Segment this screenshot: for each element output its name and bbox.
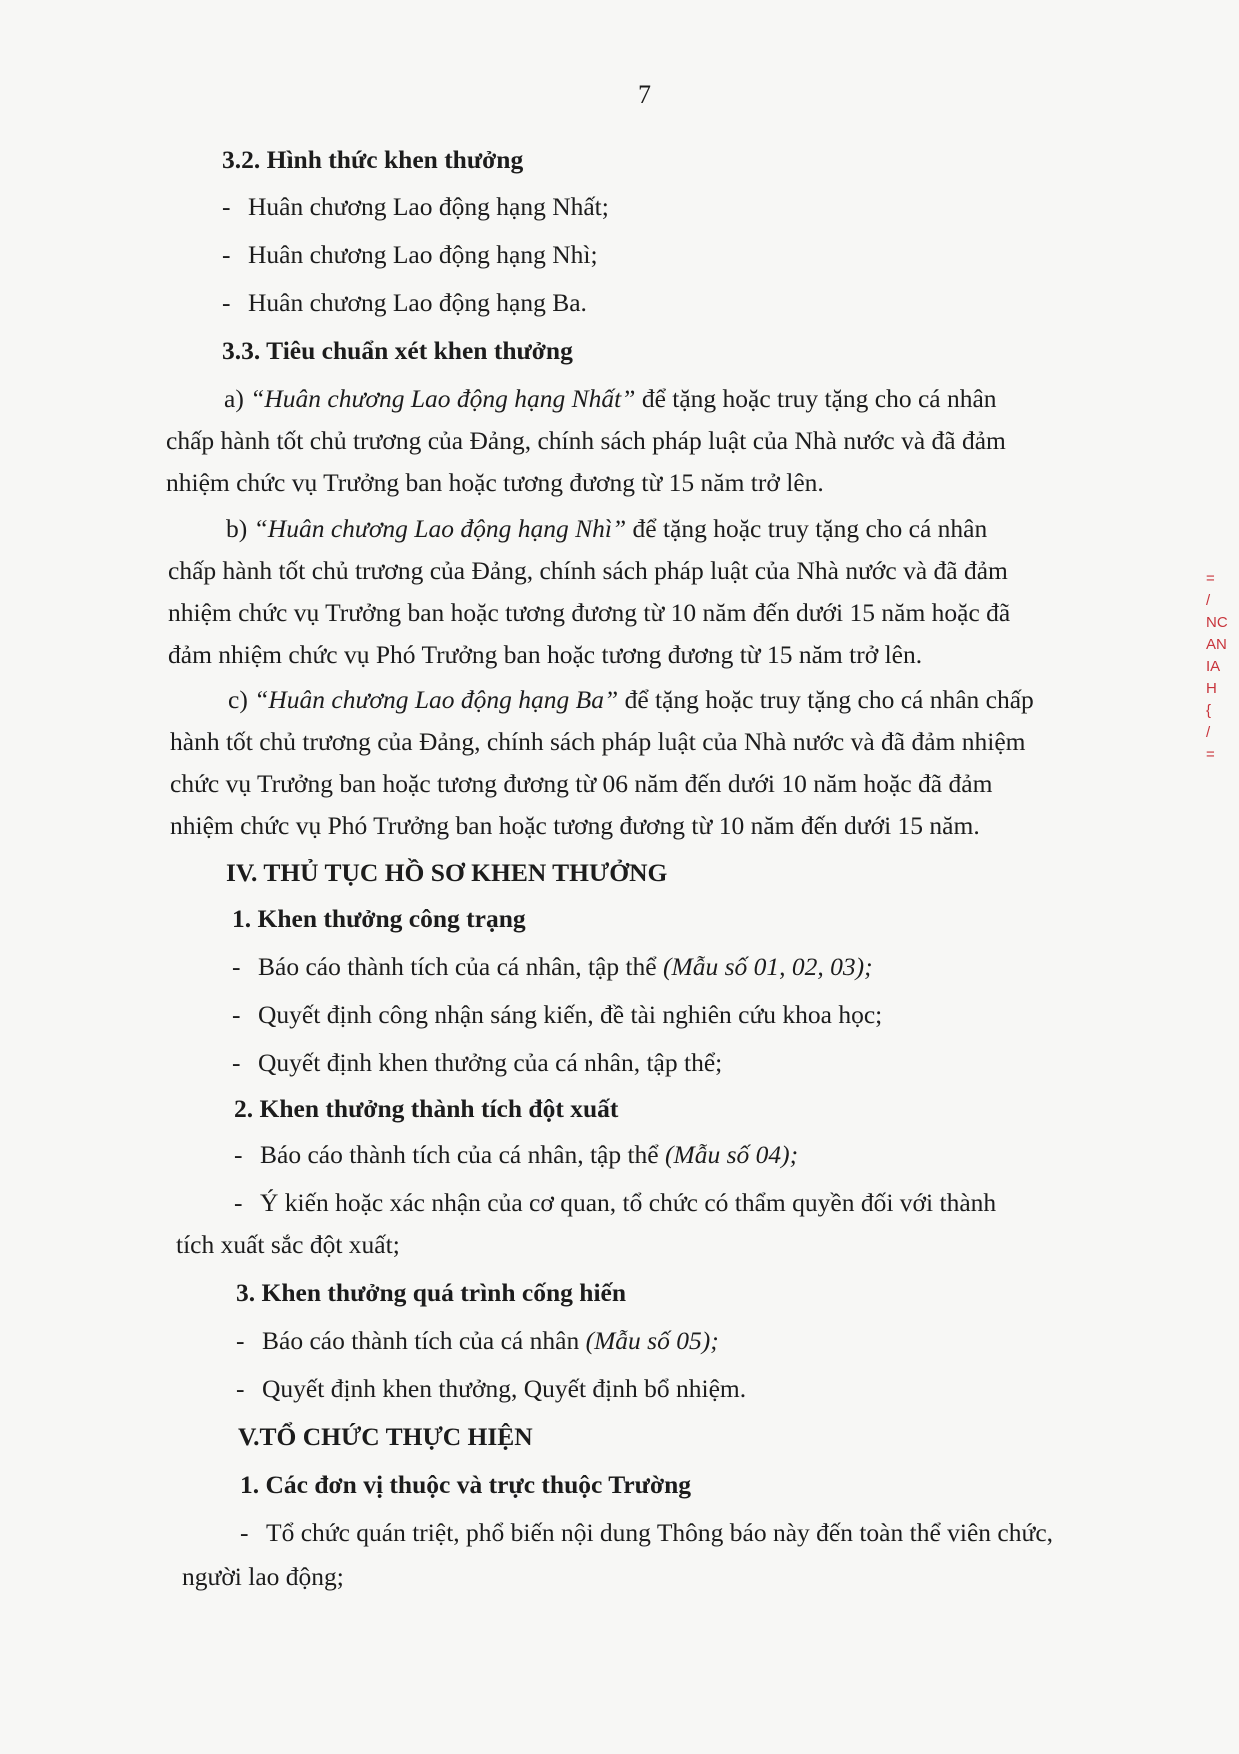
stamp-fragment: / <box>1206 592 1211 609</box>
page-number: 7 <box>638 80 651 109</box>
list-item: - Huân chương Lao động hạng Nhất; <box>222 192 609 221</box>
section-3-3-heading: 3.3. Tiêu chuẩn xét khen thưởng <box>222 336 573 365</box>
paragraph-c-line: nhiệm chức vụ Phó Trưởng ban hoặc tương đương từ 10 năm đến dưới 15 năm. <box>170 811 980 840</box>
paragraph-c-line: hành tốt chủ trương của Đảng, chính sách pháp luật của Nhà nước và đã đảm nhiệm <box>170 727 1026 756</box>
stamp-fragment: = <box>1206 570 1215 587</box>
stamp-fragment: / <box>1206 724 1211 741</box>
paragraph-b-line: đảm nhiệm chức vụ Phó Trưởng ban hoặc tương đương từ 15 năm trở lên. <box>168 640 923 669</box>
paragraph-b-line: nhiệm chức vụ Trưởng ban hoặc tương đương từ 10 năm đến dưới 15 năm hoặc đã <box>168 598 1011 627</box>
section-4-2-heading: 2. Khen thưởng thành tích đột xuất <box>234 1094 619 1123</box>
list-item: - Báo cáo thành tích của cá nhân, tập thể (Mẫu số 04); <box>234 1140 799 1169</box>
paragraph-a-line: nhiệm chức vụ Trưởng ban hoặc tương đương từ 15 năm trở lên. <box>166 468 824 497</box>
paragraph-a-line: a) “Huân chương Lao động hạng Nhất” để tặng hoặc truy tặng cho cá nhân <box>224 384 997 413</box>
list-item: - Quyết định khen thưởng của cá nhân, tập thể; <box>232 1048 723 1077</box>
list-item: - Ý kiến hoặc xác nhận của cơ quan, tổ chức có thẩm quyền đối với thành <box>234 1188 997 1217</box>
list-item: - Báo cáo thành tích của cá nhân, tập thể (Mẫu số 01, 02, 03); <box>232 952 873 981</box>
list-item: - Huân chương Lao động hạng Nhì; <box>222 240 598 269</box>
stamp-fragment: H <box>1206 680 1217 697</box>
list-item: - Huân chương Lao động hạng Ba. <box>222 288 587 317</box>
paragraph-c-line: c) “Huân chương Lao động hạng Ba” để tặng hoặc truy tặng cho cá nhân chấp <box>228 685 1034 714</box>
list-item-continuation: tích xuất sắc đột xuất; <box>176 1230 400 1259</box>
section-5-1-heading: 1. Các đơn vị thuộc và trực thuộc Trường <box>240 1470 692 1499</box>
list-item-continuation: người lao động; <box>182 1562 344 1591</box>
list-item: - Báo cáo thành tích của cá nhân (Mẫu số 05); <box>236 1326 719 1355</box>
paragraph-c-line: chức vụ Trưởng ban hoặc tương đương từ 06 năm đến dưới 10 năm hoặc đã đảm <box>170 769 993 798</box>
section-4-3-heading: 3. Khen thưởng quá trình cống hiến <box>236 1278 627 1307</box>
margin-stamp <box>1206 568 1239 766</box>
list-item: - Quyết định khen thưởng, Quyết định bổ nhiệm. <box>236 1374 747 1403</box>
paragraph-a-line: chấp hành tốt chủ trương của Đảng, chính sách pháp luật của Nhà nước và đã đảm <box>166 426 1006 455</box>
list-item: - Quyết định công nhận sáng kiến, đề tài nghiên cứu khoa học; <box>232 1000 883 1029</box>
stamp-fragment: IA <box>1206 658 1221 675</box>
stamp-fragment: { <box>1206 702 1212 719</box>
paragraph-b-line: chấp hành tốt chủ trương của Đảng, chính sách pháp luật của Nhà nước và đã đảm <box>168 556 1008 585</box>
section-4-1-heading: 1. Khen thưởng công trạng <box>232 904 526 933</box>
paragraph-b-line: b) “Huân chương Lao động hạng Nhì” để tặng hoặc truy tặng cho cá nhân <box>226 514 988 543</box>
stamp-fragment: AN <box>1206 636 1227 653</box>
stamp-fragment: = <box>1206 746 1215 763</box>
section-5-heading: V.TỔ CHỨC THỰC HIỆN <box>238 1422 533 1451</box>
section-3-2-heading: 3.2. Hình thức khen thưởng <box>222 145 524 174</box>
section-4-heading: IV. THỦ TỤC HỒ SƠ KHEN THƯỞNG <box>226 858 668 887</box>
list-item: - Tổ chức quán triệt, phổ biến nội dung Thông báo này đến toàn thể viên chức, <box>240 1518 1054 1547</box>
stamp-fragment: NC <box>1206 614 1228 631</box>
